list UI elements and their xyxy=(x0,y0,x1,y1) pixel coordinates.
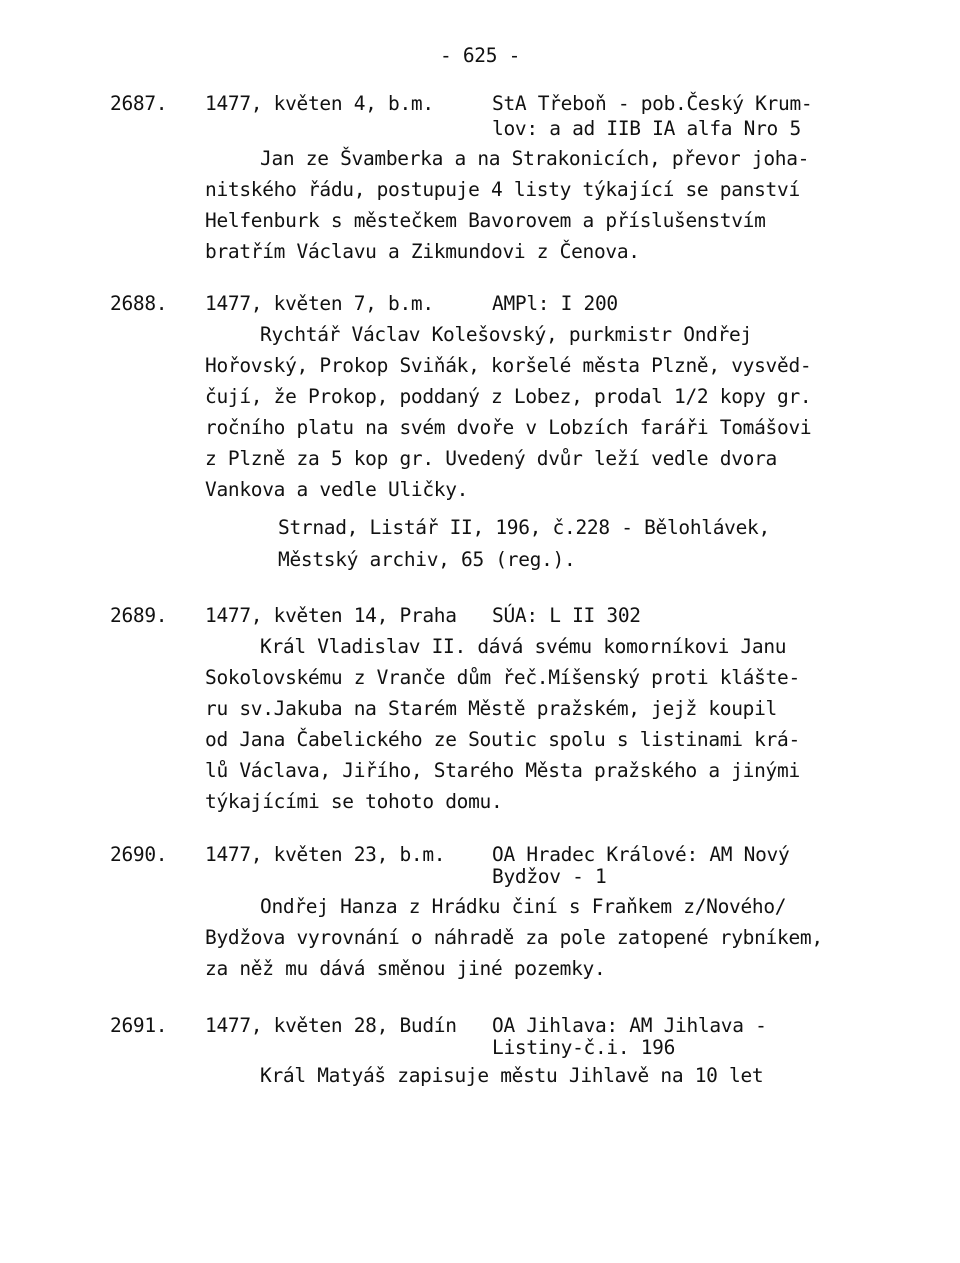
entry-source-line: Listiny-č.i. 196 xyxy=(492,1036,676,1059)
entry-text-line: lů Václava, Jiřího, Starého Města pražského a jinými xyxy=(205,759,800,782)
entry-text-line: Sokolovskému z Vranče dům řeč.Míšenský proti kláštе- xyxy=(205,666,800,689)
entry-text-line: Helfenburk s městečkem Bavorovem a příslušenstvím xyxy=(205,209,766,232)
entry-date: 1477, květen 28, Budín xyxy=(205,1014,457,1037)
entry-date: 1477, květen 23, b.m. xyxy=(205,843,446,866)
entry-text-line: Vankova a vedle Uličky. xyxy=(205,478,469,501)
entry-text-line: Bydžova vyrovnání o náhradě za pole zatopené rybníkem, xyxy=(205,926,823,949)
entry-text-line: nitského řádu, postupuje 4 listy týkající se panství xyxy=(205,178,800,201)
entry-citation-line: Městský archiv, 65 (reg.). xyxy=(278,548,576,571)
entry-number: 2688. xyxy=(110,292,168,315)
entry-source-line: OA Hradec Králové: AM Nový xyxy=(492,843,790,866)
entry-text-line: ru sv.Jakuba na Starém Městě pražském, jejž koupil xyxy=(205,697,778,720)
entry-text-line: za něž mu dává směnou jiné pozemky. xyxy=(205,957,606,980)
entry-text-line: bratřím Václavu a Zikmundovi z Čenova. xyxy=(205,240,640,263)
entry-date: 1477, květen 4, b.m. xyxy=(205,92,434,115)
entry-text-line: Ondřej Hanza z Hrádku činí s Fraňkem z/Nového/ xyxy=(260,895,787,918)
entry-citation-line: Strnad, Listář II, 196, č.228 - Bělohlávek, xyxy=(278,516,770,539)
entry-date: 1477, květen 14, Praha xyxy=(205,604,457,627)
page-number: - 625 - xyxy=(439,44,521,67)
entry-text-line: od Jana Čabelického ze Soutic spolu s listinami krá- xyxy=(205,728,800,751)
entry-text-line: Hořovský, Prokop Sviňák, koršelé města Plzně, vysvěd- xyxy=(205,354,812,377)
entry-text-line: čují, že Prokop, poddaný z Lobez, prodal 1/2 kopy gr. xyxy=(205,385,812,408)
entry-text-line: z Plzně za 5 kop gr. Uvedený dvůr leží vedle dvora xyxy=(205,447,778,470)
entry-number: 2690. xyxy=(110,843,168,866)
entry-text-line: týkajícími se tohoto domu. xyxy=(205,790,503,813)
entry-source-line: SÚA: L II 302 xyxy=(492,604,641,627)
entry-text-line: ročního platu na svém dvoře v Lobzích faráři Tomášovi xyxy=(205,416,812,439)
entry-source-line: StA Třeboň - pob.Český Krum- xyxy=(492,92,813,115)
entry-text-line: Král Matyáš zapisuje městu Jihlavě na 10 let xyxy=(260,1064,764,1087)
entry-date: 1477, květen 7, b.m. xyxy=(205,292,434,315)
entry-number: 2687. xyxy=(110,92,168,115)
entry-source-line: lov: a ad IIB IA alfa Nro 5 xyxy=(492,117,801,140)
entry-source-line: AMPl: I 200 xyxy=(492,292,618,315)
entry-text-line: Král Vladislav II. dává svému komorníkovi Janu xyxy=(260,635,787,658)
entry-source-line: Bydžov - 1 xyxy=(492,865,607,888)
entry-number: 2689. xyxy=(110,604,168,627)
entry-number: 2691. xyxy=(110,1014,168,1037)
entry-source-line: OA Jihlava: AM Jihlava - xyxy=(492,1014,767,1037)
entry-text-line: Jan ze Švamberka a na Strakonicích, převor joha- xyxy=(260,147,810,170)
entry-text-line: Rychtář Václav Kolešovský, purkmistr Ondřej xyxy=(260,323,752,346)
